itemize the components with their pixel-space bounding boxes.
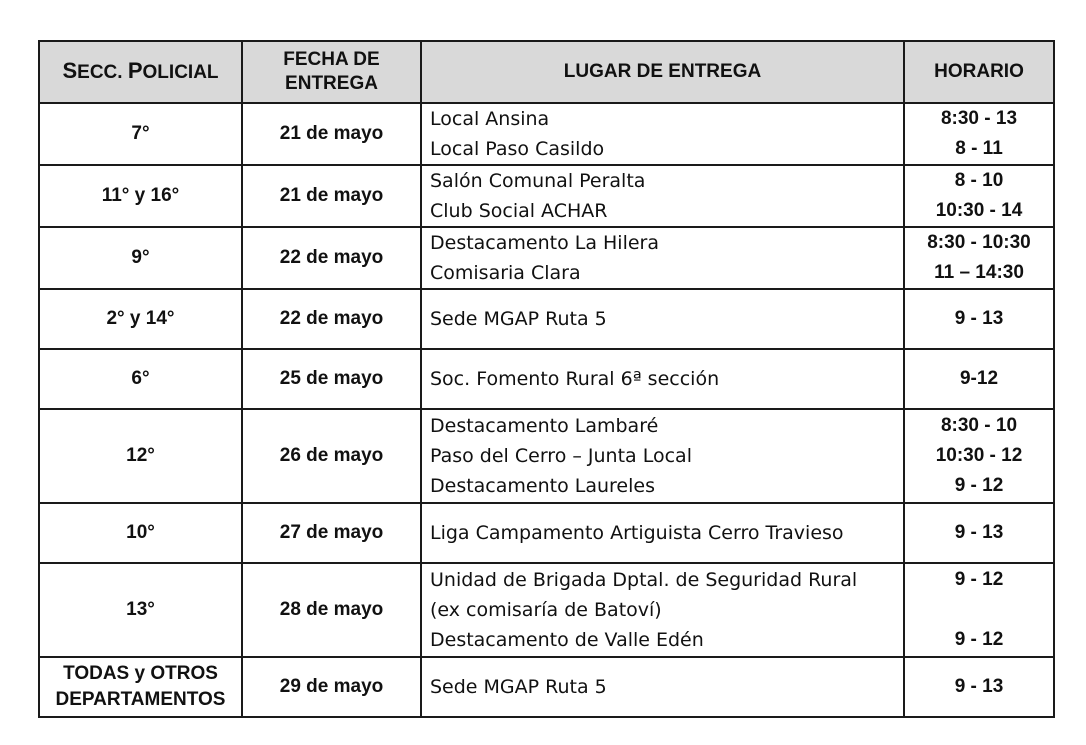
table-row <box>39 289 1054 349</box>
lugar-cell <box>421 409 904 503</box>
seccion-cell <box>39 503 242 563</box>
horario-text: 8:30 - 13 <box>940 108 1018 129</box>
header-fecha <box>242 41 421 103</box>
fecha-cell: 25 de mayo <box>242 349 421 409</box>
table-row <box>39 103 1054 165</box>
lugar-text: Local Ansina <box>430 108 550 130</box>
lugar-text: Club Social ACHAR <box>430 200 608 222</box>
lugar-cell <box>421 227 904 289</box>
delivery-schedule <box>38 40 1053 718</box>
horario-cell <box>904 227 1054 289</box>
seccion-text: 12° <box>126 445 155 466</box>
horario-text: 9 - 13 <box>954 522 1004 543</box>
table-row <box>39 165 1054 227</box>
lugar-text: (ex comisaría de Batoví) <box>430 599 662 621</box>
horario-cell <box>904 349 1054 409</box>
seccion-cell <box>39 349 242 409</box>
lugar-text: Paso del Cerro – Junta Local <box>430 445 692 467</box>
lugar-text: Salón Comunal Peralta <box>430 170 646 192</box>
horario-cell <box>904 103 1054 165</box>
table-row <box>39 503 1054 563</box>
seccion-text: 6° <box>131 368 150 389</box>
fecha-cell: 21 de mayo <box>242 165 421 227</box>
horario-cell <box>904 409 1054 503</box>
header-fecha-line: ENTREGA <box>285 73 378 94</box>
lugar-cell <box>421 103 904 165</box>
horario-text: 8:30 - 10 <box>940 415 1018 436</box>
header-row <box>39 41 1054 103</box>
seccion-cell <box>39 289 242 349</box>
horario-text: 9 - 12 <box>954 629 1004 650</box>
horario-cell <box>904 503 1054 563</box>
header-fecha-line: FECHA DE <box>283 49 380 70</box>
header-lugar: LUGAR DE ENTREGA <box>421 41 904 103</box>
seccion-text: 9° <box>131 247 150 268</box>
horario-text: 10:30 - 12 <box>935 445 1023 466</box>
seccion-text: 13° <box>126 599 155 620</box>
lugar-text: Soc. Fomento Rural 6ª sección <box>430 368 720 390</box>
horario-text: 9 - 12 <box>954 475 1004 496</box>
seccion-text: 7° <box>131 123 150 144</box>
lugar-cell <box>421 657 904 717</box>
lugar-text: Destacamento La Hilera <box>430 232 660 254</box>
header-horario: HORARIO <box>904 41 1054 103</box>
seccion-cell <box>39 409 242 503</box>
horario-text: 8 - 11 <box>955 138 1003 159</box>
seccion-cell <box>39 657 242 717</box>
table-row <box>39 227 1054 289</box>
seccion-text: 11° y 16° <box>101 185 180 206</box>
fecha-cell: 22 de mayo <box>242 289 421 349</box>
horario-text: 8 - 10 <box>954 170 1004 191</box>
seccion-text: DEPARTAMENTOS <box>55 689 226 710</box>
fecha-cell: 22 de mayo <box>242 227 421 289</box>
lugar-cell <box>421 563 904 657</box>
lugar-text: Liga Campamento Artiguista Cerro Travieso <box>430 522 844 544</box>
seccion-cell <box>39 103 242 165</box>
horario-text: 9 - 13 <box>954 308 1004 329</box>
horario-text: 11 – 14:30 <box>934 262 1024 283</box>
horario-cell <box>904 165 1054 227</box>
header-seccion-label: SECC. POLICIAL <box>62 58 219 83</box>
horario-text <box>905 595 1053 625</box>
seccion-text: TODAS y OTROS <box>63 663 218 684</box>
horario-cell <box>904 657 1054 717</box>
table-row <box>39 657 1054 717</box>
fecha-cell: 28 de mayo <box>242 563 421 657</box>
lugar-text: Destacamento Lambaré <box>430 415 659 437</box>
table-row <box>39 349 1054 409</box>
lugar-text: Sede MGAP Ruta 5 <box>430 308 607 330</box>
fecha-cell: 29 de mayo <box>242 657 421 717</box>
seccion-cell <box>39 563 242 657</box>
schedule-table <box>38 40 1055 718</box>
horario-text: 9-12 <box>959 368 999 389</box>
horario-cell <box>904 289 1054 349</box>
lugar-text: Local Paso Casildo <box>430 138 605 160</box>
lugar-text: Unidad de Brigada Dptal. de Seguridad Rural <box>430 569 858 591</box>
horario-text: 10:30 - 14 <box>935 200 1023 221</box>
seccion-cell <box>39 227 242 289</box>
lugar-text: Destacamento de Valle Edén <box>430 629 704 651</box>
lugar-cell <box>421 503 904 563</box>
seccion-text: 2° y 14° <box>106 308 175 329</box>
lugar-cell <box>421 349 904 409</box>
lugar-text: Sede MGAP Ruta 5 <box>430 676 607 698</box>
horario-text: 8:30 - 10:30 <box>927 232 1031 253</box>
seccion-cell <box>39 165 242 227</box>
fecha-cell: 26 de mayo <box>242 409 421 503</box>
horario-text: 9 - 12 <box>954 569 1004 590</box>
header-seccion <box>39 41 242 103</box>
lugar-text: Comisaria Clara <box>430 262 581 284</box>
schedule-body <box>39 103 1054 717</box>
fecha-cell: 27 de mayo <box>242 503 421 563</box>
table-row <box>39 409 1054 503</box>
lugar-text: Destacamento Laureles <box>430 475 655 497</box>
seccion-text: 10° <box>126 522 155 543</box>
horario-cell <box>904 563 1054 657</box>
horario-text: 9 - 13 <box>954 676 1004 697</box>
lugar-cell <box>421 289 904 349</box>
fecha-cell: 21 de mayo <box>242 103 421 165</box>
lugar-cell <box>421 165 904 227</box>
table-row <box>39 563 1054 657</box>
